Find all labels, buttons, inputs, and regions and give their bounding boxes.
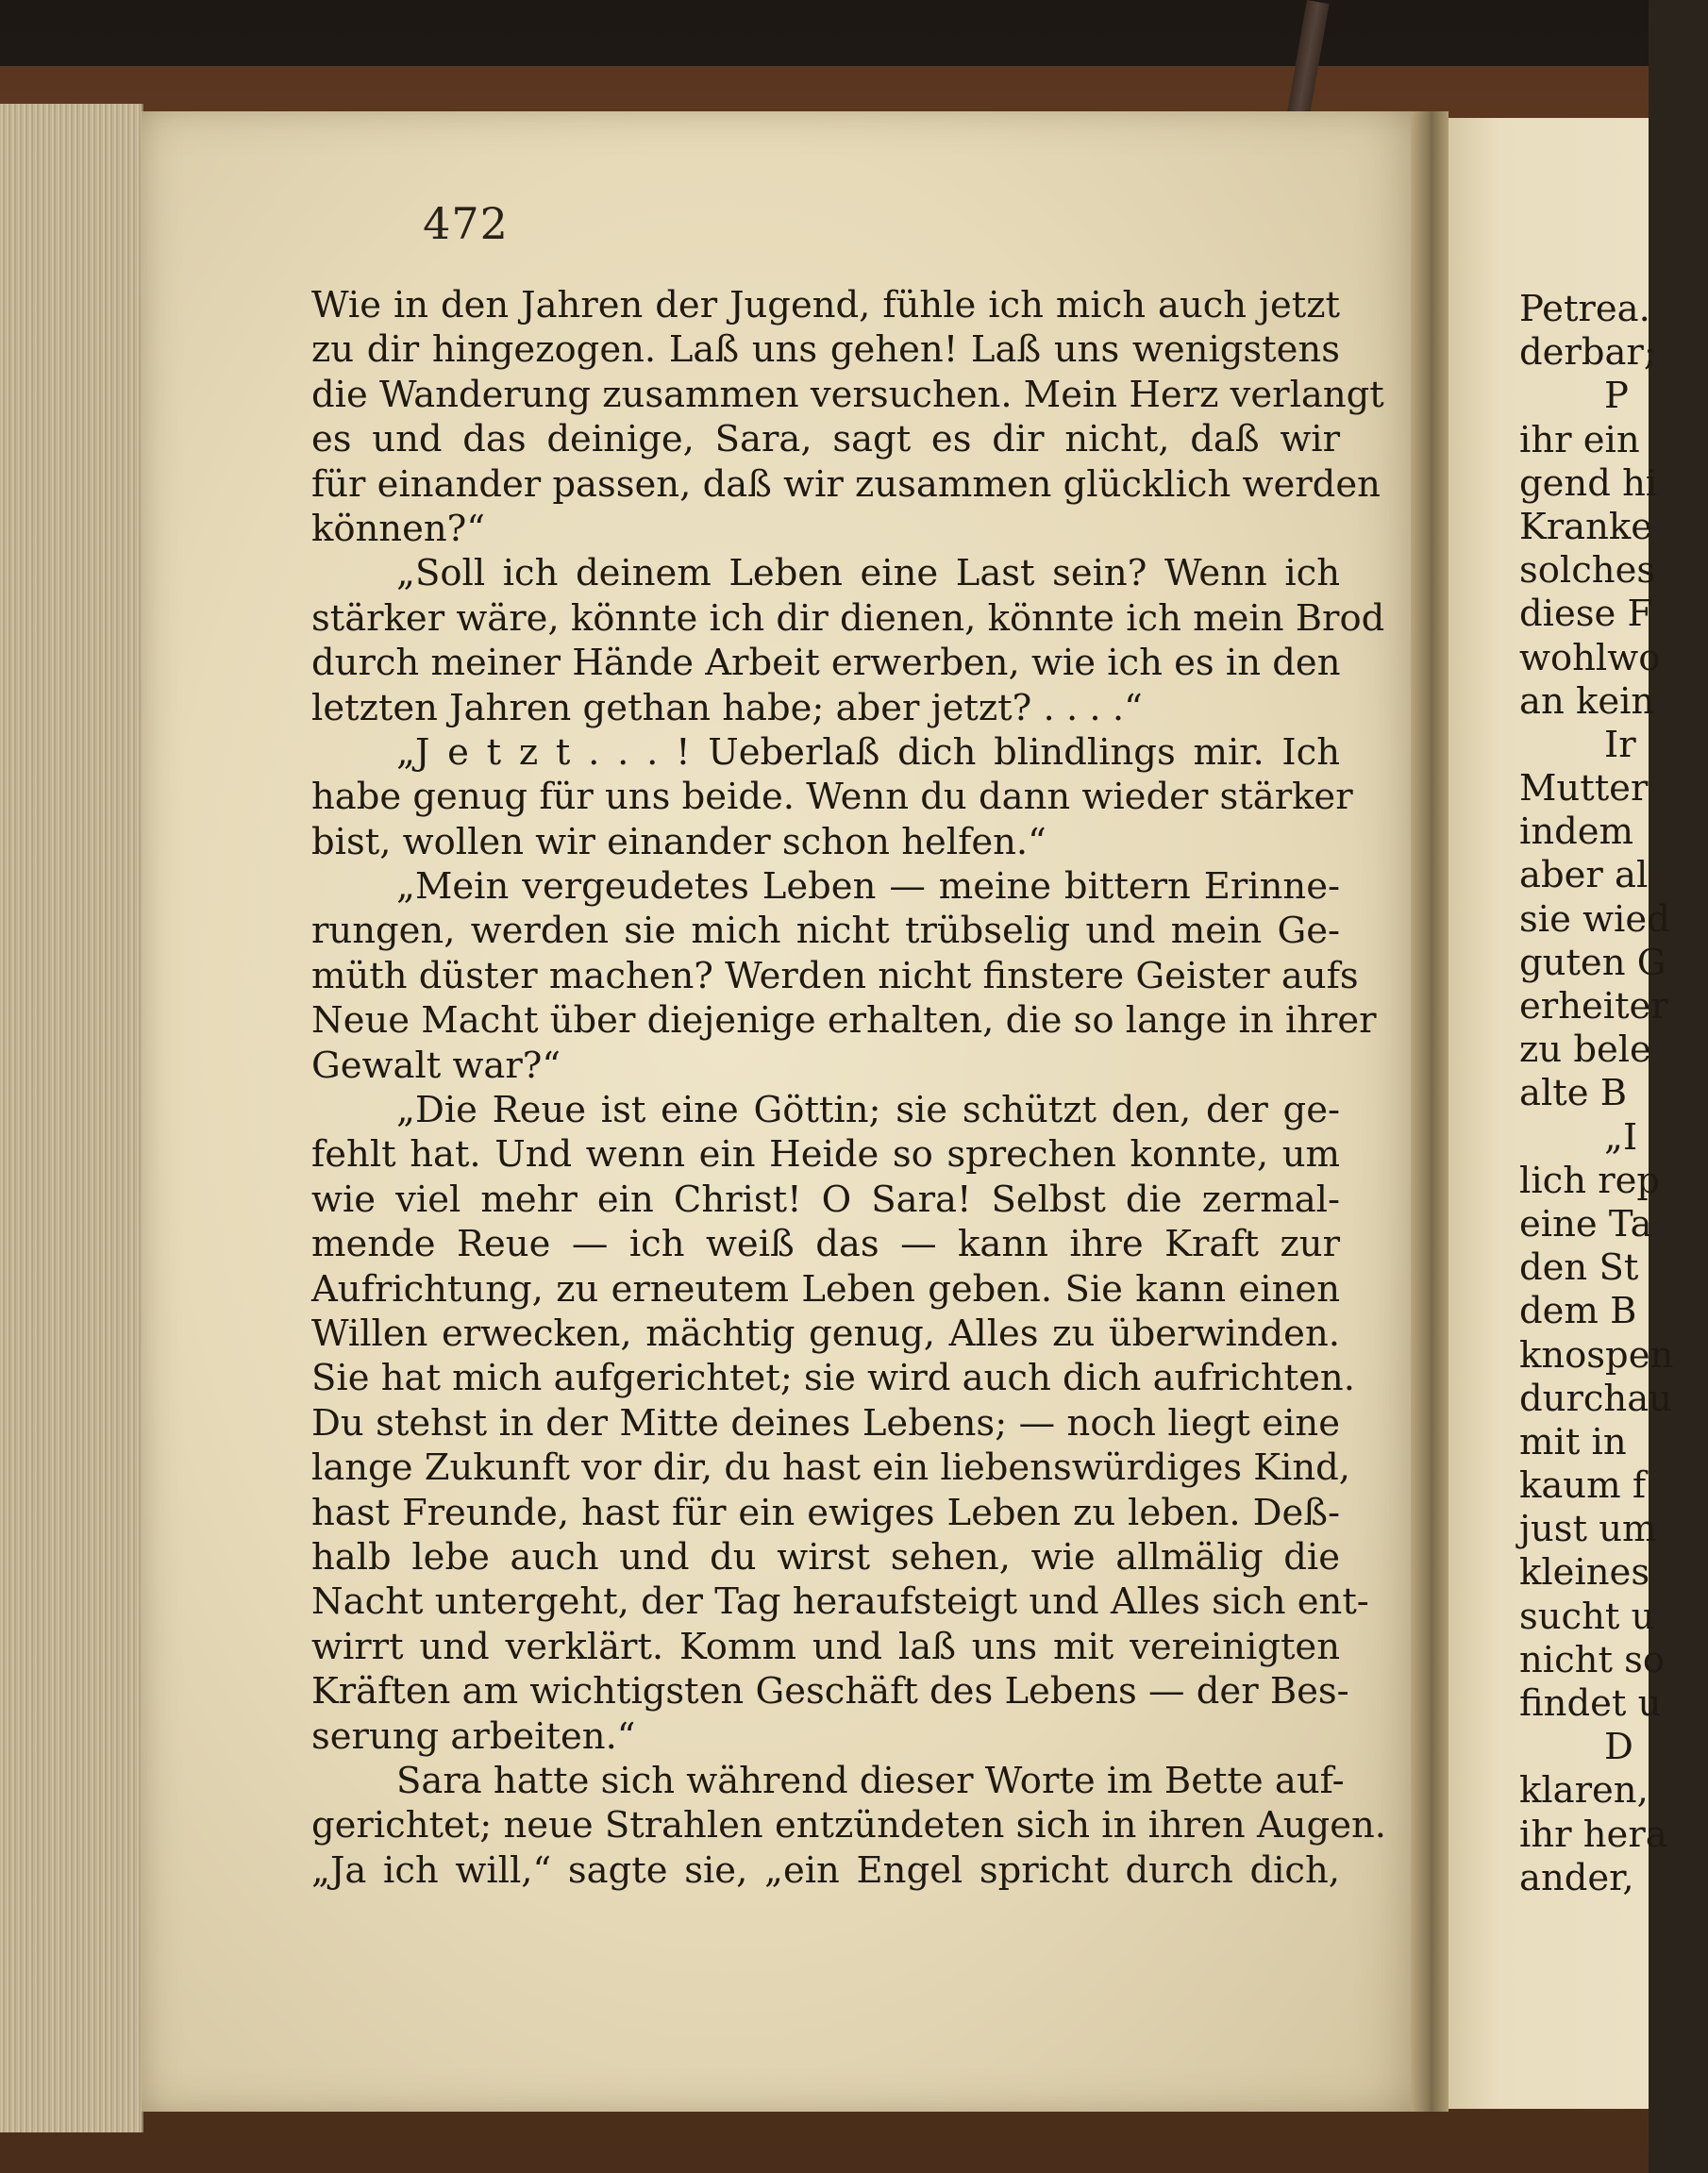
- text-line: Du stehst in der Mitte deines Lebens; — noch liegt eine: [311, 1401, 1340, 1445]
- text-line: können?“: [311, 507, 486, 550]
- text-line: zu dir hingezogen. Laß uns gehen! Laß uns wenigstens: [311, 328, 1340, 372]
- text-line: gend hi: [1519, 461, 1658, 505]
- text-line: „Soll ich deinem Leben eine Last sein? Wenn ich: [396, 552, 1340, 595]
- text-line: durchau: [1519, 1377, 1672, 1420]
- text-line: Kräften am wichtigsten Geschäft des Lebens — der Bes-: [311, 1670, 1349, 1713]
- text-line: dem B: [1519, 1290, 1637, 1333]
- text-line: durch meiner Hände Arbeit erwerben, wie ich es in den: [311, 642, 1341, 685]
- text-line: „Ja ich will,“ sagte sie, „ein Engel spricht durch dich,: [311, 1848, 1340, 1892]
- text-line: „J e t z t . . . ! Ueberlaß dich blindlings mir. Ich: [396, 730, 1340, 774]
- text-line: Gewalt war?“: [311, 1044, 561, 1087]
- text-line: Sie hat mich aufgerichtet; sie wird auch dich aufrichten.: [311, 1357, 1355, 1400]
- text-line: derbar;: [1519, 331, 1656, 375]
- text-line: an kein: [1519, 679, 1655, 723]
- text-line: Mutter: [1519, 767, 1649, 811]
- text-line: Neue Macht über diejenige erhalten, die so lange in ihrer: [311, 999, 1377, 1043]
- text-line: letzten Jahren gethan habe; aber jetzt? . . . .“: [311, 686, 1143, 729]
- text-line: für einander passen, daß wir zusammen glücklich werden: [311, 462, 1381, 506]
- text-line: fehlt hat. Und wenn ein Heide so sprechen konnte, um: [311, 1133, 1340, 1177]
- text-line: Wie in den Jahren der Jugend, fühle ich mich auch jetzt: [311, 284, 1340, 326]
- text-line: Sara hatte sich während dieser Worte im Bette auf-: [396, 1759, 1345, 1802]
- text-line: Kranke: [1519, 505, 1653, 548]
- text-line: eine Ta: [1519, 1202, 1652, 1245]
- text-line: Willen erwecken, mächtig genug, Alles zu überwinden.: [311, 1312, 1340, 1355]
- text-line: gerichtet; neue Strahlen entzündeten sich in ihren Augen.: [311, 1804, 1387, 1847]
- text-line: lange Zukunft vor dir, du hast ein liebenswürdiges Kind,: [311, 1446, 1351, 1490]
- text-line: Nacht untergeht, der Tag heraufsteigt und Alles sich ent-: [311, 1580, 1369, 1624]
- text-line: Aufrichtung, zu erneutem Leben geben. Sie kann einen: [311, 1267, 1340, 1311]
- text-line: den St: [1519, 1246, 1639, 1290]
- text-line: nicht so: [1519, 1638, 1666, 1681]
- text-line: hast Freunde, hast für ein ewiges Leben zu leben. Deß-: [311, 1491, 1340, 1534]
- text-line: es und das deinige, Sara, sagt es dir nicht, daß wir: [311, 418, 1340, 461]
- text-line: Petrea.: [1519, 288, 1650, 330]
- text-line: ihr ein: [1519, 418, 1640, 461]
- text-line: sucht u: [1519, 1595, 1655, 1638]
- text-line: die Wanderung zusammen versuchen. Mein Herz verlangt: [311, 373, 1384, 416]
- text-line: indem: [1519, 811, 1634, 854]
- text-line: aber al: [1519, 854, 1649, 897]
- text-line: erheiter: [1519, 985, 1668, 1028]
- text-line: just um: [1519, 1508, 1657, 1551]
- text-line: Ir: [1604, 723, 1636, 766]
- text-line: stärker wäre, könnte ich dir dienen, könnte ich mein Brod: [311, 596, 1385, 640]
- text-line: ihr hera: [1519, 1813, 1667, 1856]
- text-line: bist, wollen wir einander schon helfen.“: [311, 820, 1047, 863]
- text-line: knospen: [1519, 1333, 1674, 1377]
- text-line: diese F: [1519, 593, 1653, 636]
- text-line: kaum f: [1519, 1464, 1647, 1508]
- text-line: mit in: [1519, 1420, 1627, 1463]
- text-line: kleines: [1519, 1551, 1650, 1595]
- text-line: rungen, werden sie mich nicht trübselig und mein Ge-: [311, 910, 1340, 953]
- page-number: 472: [423, 198, 509, 249]
- text-line: alte B: [1519, 1072, 1628, 1115]
- text-line: serung arbeiten.“: [311, 1714, 636, 1758]
- text-line: D: [1604, 1726, 1633, 1769]
- text-line: wirrt und verklärt. Komm und laß uns mit vereinigten: [311, 1625, 1340, 1668]
- text-line: müth düster machen? Werden nicht finstere Geister aufs: [311, 954, 1359, 997]
- text-line: mende Reue — ich weiß das — kann ihre Kraft zur: [311, 1223, 1340, 1266]
- text-line: guten G: [1519, 941, 1666, 984]
- text-line: klaren,: [1519, 1769, 1649, 1813]
- text-line: ander,: [1519, 1856, 1634, 1899]
- text-line: „Mein vergeudetes Leben — meine bittern Erinne-: [396, 865, 1340, 909]
- right-page-text: [1519, 288, 1708, 1900]
- text-line: halb lebe auch und du wirst sehen, wie allmälig die: [311, 1535, 1340, 1579]
- text-line: P: [1604, 375, 1629, 418]
- text-line: solches: [1519, 549, 1656, 593]
- text-line: „I: [1604, 1115, 1638, 1159]
- text-line: habe genug für uns beide. Wenn du dann wieder stärker: [311, 776, 1353, 819]
- text-line: sie wied: [1519, 897, 1670, 941]
- text-line: „Die Reue ist eine Göttin; sie schützt den, der ge-: [396, 1089, 1340, 1132]
- text-line: zu bele: [1519, 1028, 1651, 1072]
- text-line: wohlwo: [1519, 636, 1661, 679]
- book-gutter: [1411, 111, 1448, 2112]
- text-line: wie viel mehr ein Christ! O Sara! Selbst die zermal-: [311, 1178, 1340, 1221]
- page-block-edge: [0, 104, 143, 2132]
- text-line: lich rep: [1519, 1159, 1661, 1202]
- text-line: findet u: [1519, 1682, 1662, 1725]
- left-page-text: [311, 283, 1387, 1893]
